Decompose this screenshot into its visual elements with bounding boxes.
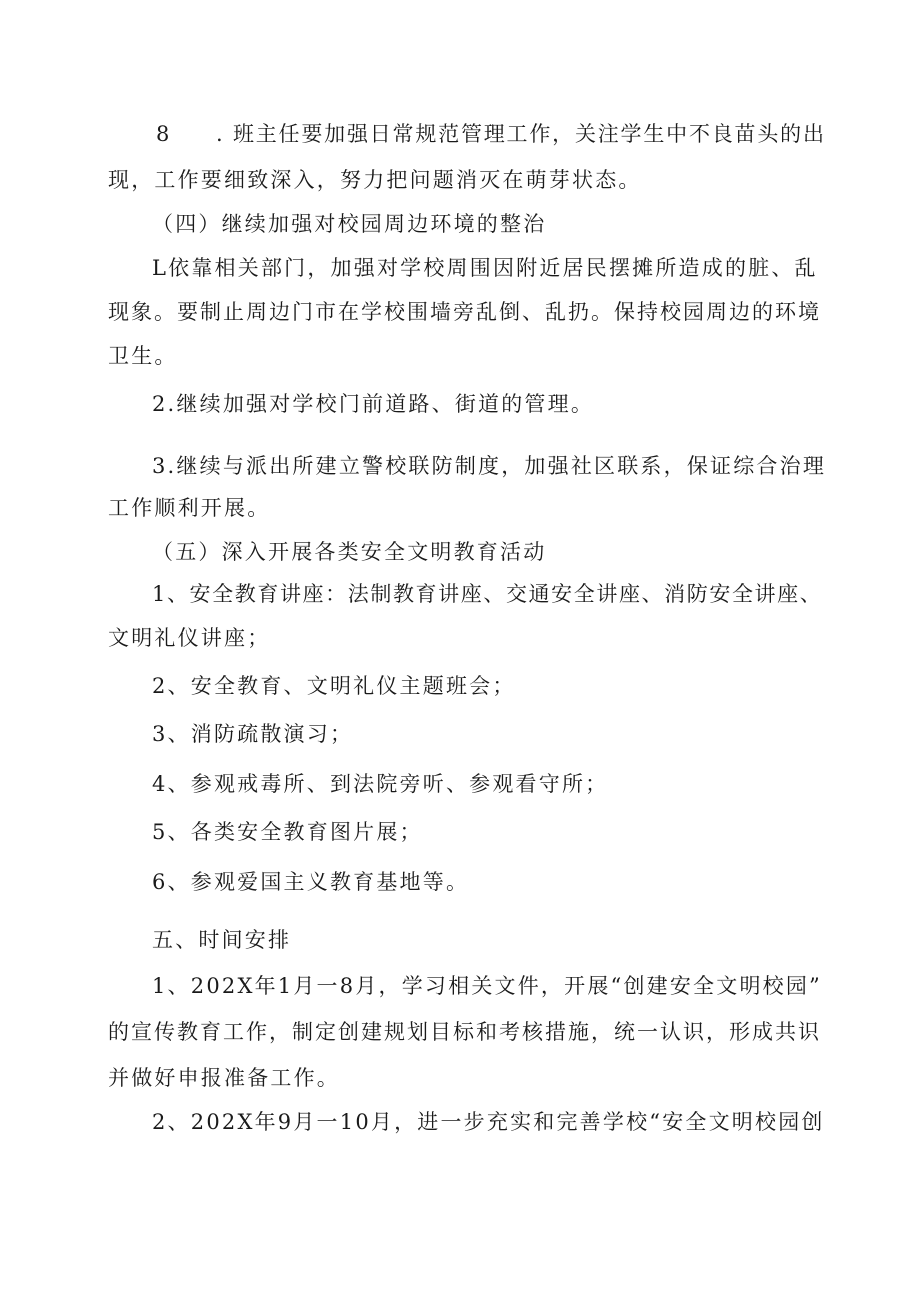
paragraph-line: 的宣传教育工作，制定创建规划目标和考核措施，统一认识，形成共识: [108, 1020, 821, 1044]
list-item: 3、消防疏散演习；: [152, 722, 354, 746]
section-heading: 五、时间安排: [152, 928, 292, 952]
paragraph-line: 卫生。: [108, 344, 178, 368]
paragraph-line: 3.继续与派出所建立警校联防制度，加强社区联系，保证综合治理: [152, 454, 827, 478]
list-item: 文明礼仪讲座；: [108, 626, 271, 650]
paragraph-line: 2、202X年9月一10月，进一步充实和完善学校“安全文明校园创: [152, 1110, 825, 1134]
paragraph-line: 2.继续加强对学校门前道路、街道的管理。: [152, 392, 595, 416]
section-heading: （五）深入开展各类安全文明教育活动: [152, 540, 547, 564]
item-number-8: 8: [156, 122, 170, 146]
paragraph-line: L依靠相关部门，加强对学校周围因附近居民摆摊所造成的脏、乱: [152, 256, 818, 280]
paragraph-line: 1、202X年1月一8月，学习相关文件，开展“创建安全文明校园”: [152, 974, 822, 998]
paragraph-line: 现，工作要细致深入，努力把问题消灭在萌芽状态。: [108, 168, 642, 192]
list-item: 4、参观戒毒所、到法院旁听、参观看守所；: [152, 772, 609, 796]
list-item: 5、各类安全教育图片展；: [152, 820, 423, 844]
list-item: 6、参观爱国主义教育基地等。: [152, 870, 470, 894]
paragraph-line: . 班主任要加强日常规范管理工作，关注学生中不良苗头的出: [216, 122, 826, 146]
list-item: 2、安全教育、文明礼仪主题班会；: [152, 674, 516, 698]
section-heading: （四）继续加强对校园周边环境的整治: [152, 212, 547, 236]
list-item: 1、安全教育讲座：法制教育讲座、交通安全讲座、消防安全讲座、: [152, 582, 823, 606]
paragraph-line: 工作顺利开展。: [108, 496, 271, 520]
paragraph-line: 现象。要制止周边门市在学校围墙旁乱倒、乱扔。保持校园周边的环境: [108, 300, 821, 324]
paragraph-line: 并做好申报准备工作。: [108, 1066, 340, 1090]
